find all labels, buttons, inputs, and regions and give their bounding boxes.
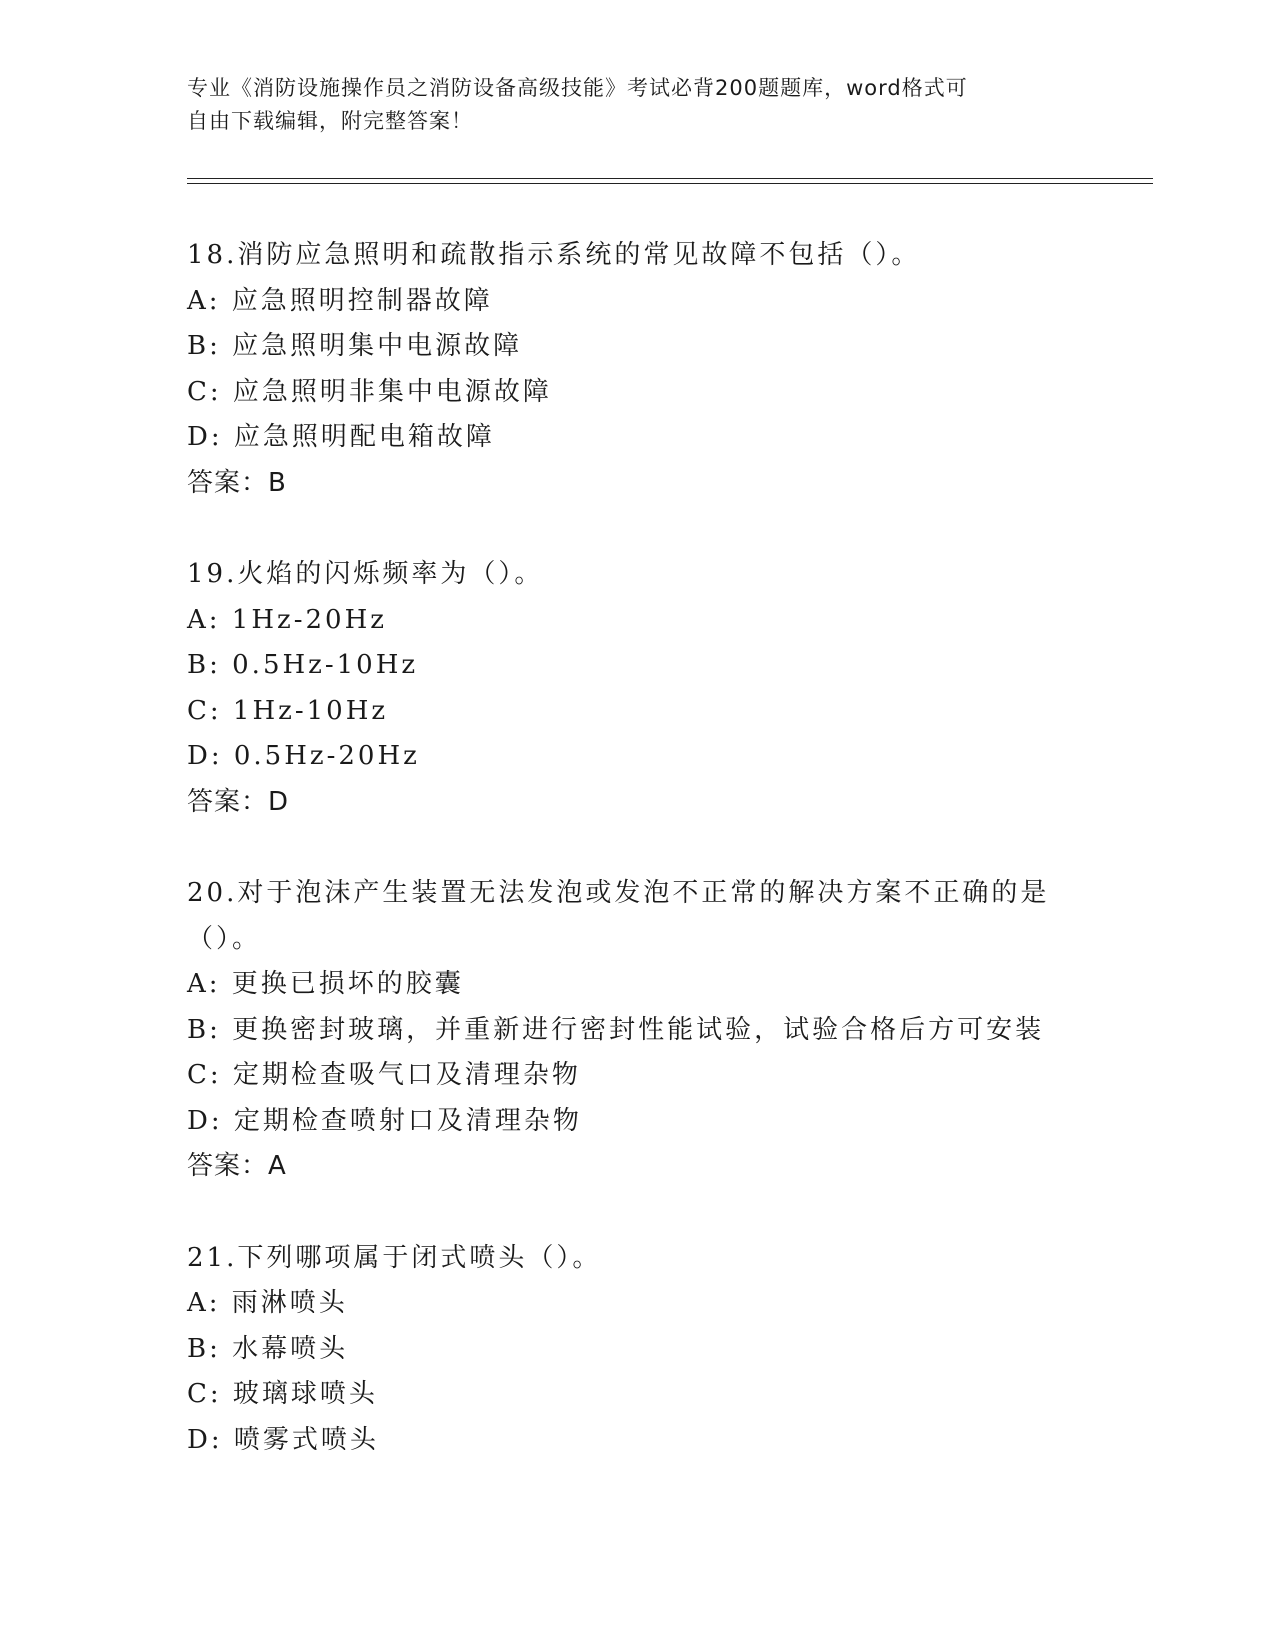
question-text: 18.消防应急照明和疏散指示系统的常见故障不包括（）。: [187, 240, 921, 270]
question-19: [187, 552, 1087, 825]
answer: 答案：A: [187, 1151, 287, 1181]
option-c: C: 玻璃球喷头: [187, 1379, 378, 1409]
option-c: C: 1Hz-10Hz: [187, 695, 389, 726]
header-divider-top: [187, 178, 1153, 179]
answer: 答案：D: [187, 786, 290, 817]
option-b: B: 更换密封玻璃，并重新进行密封性能试验，试验合格后方可安装: [187, 1014, 1045, 1045]
header-line-2: 自由下载编辑，附完整答案！: [187, 109, 473, 133]
option-d: D: 应急照明配电箱故障: [187, 422, 495, 452]
option-d: D: 0.5Hz-20Hz: [187, 741, 420, 771]
option-a: A: 1Hz-20Hz: [187, 604, 387, 635]
question-text: 21.下列哪项属于闭式喷头（）。: [187, 1242, 602, 1273]
option-d: D: 定期检查喷射口及清理杂物: [187, 1105, 582, 1136]
option-b: B: 水幕喷头: [187, 1333, 349, 1364]
answer: 答案：B: [187, 467, 287, 498]
option-a: A: 更换已损坏的胶囊: [187, 969, 464, 999]
question-text: 20.对于泡沫产生装置无法发泡或发泡不正常的解决方案不正确的是（）。: [187, 878, 1050, 954]
question-text: 19.火焰的闪烁频率为（）。: [187, 559, 544, 589]
question-20: [187, 871, 1087, 1190]
question-21: [187, 1236, 1087, 1464]
option-b: B: 0.5Hz-10Hz: [187, 650, 419, 680]
question-18: [187, 233, 1087, 506]
option-b: B: 应急照明集中电源故障: [187, 331, 523, 361]
header-divider-bottom: [187, 183, 1153, 184]
option-c: C: 定期检查吸气口及清理杂物: [187, 1060, 581, 1090]
question-list: [187, 233, 1087, 1509]
header-line-1: 专业《消防设施操作员之消防设备高级技能》考试必背200题题库，word格式可: [187, 76, 968, 100]
option-a: A: 雨淋喷头: [187, 1288, 348, 1318]
document-header: [187, 72, 1067, 138]
option-a: A: 应急照明控制器故障: [187, 285, 493, 316]
option-c: C: 应急照明非集中电源故障: [187, 376, 552, 407]
option-d: D: 喷雾式喷头: [187, 1424, 379, 1455]
